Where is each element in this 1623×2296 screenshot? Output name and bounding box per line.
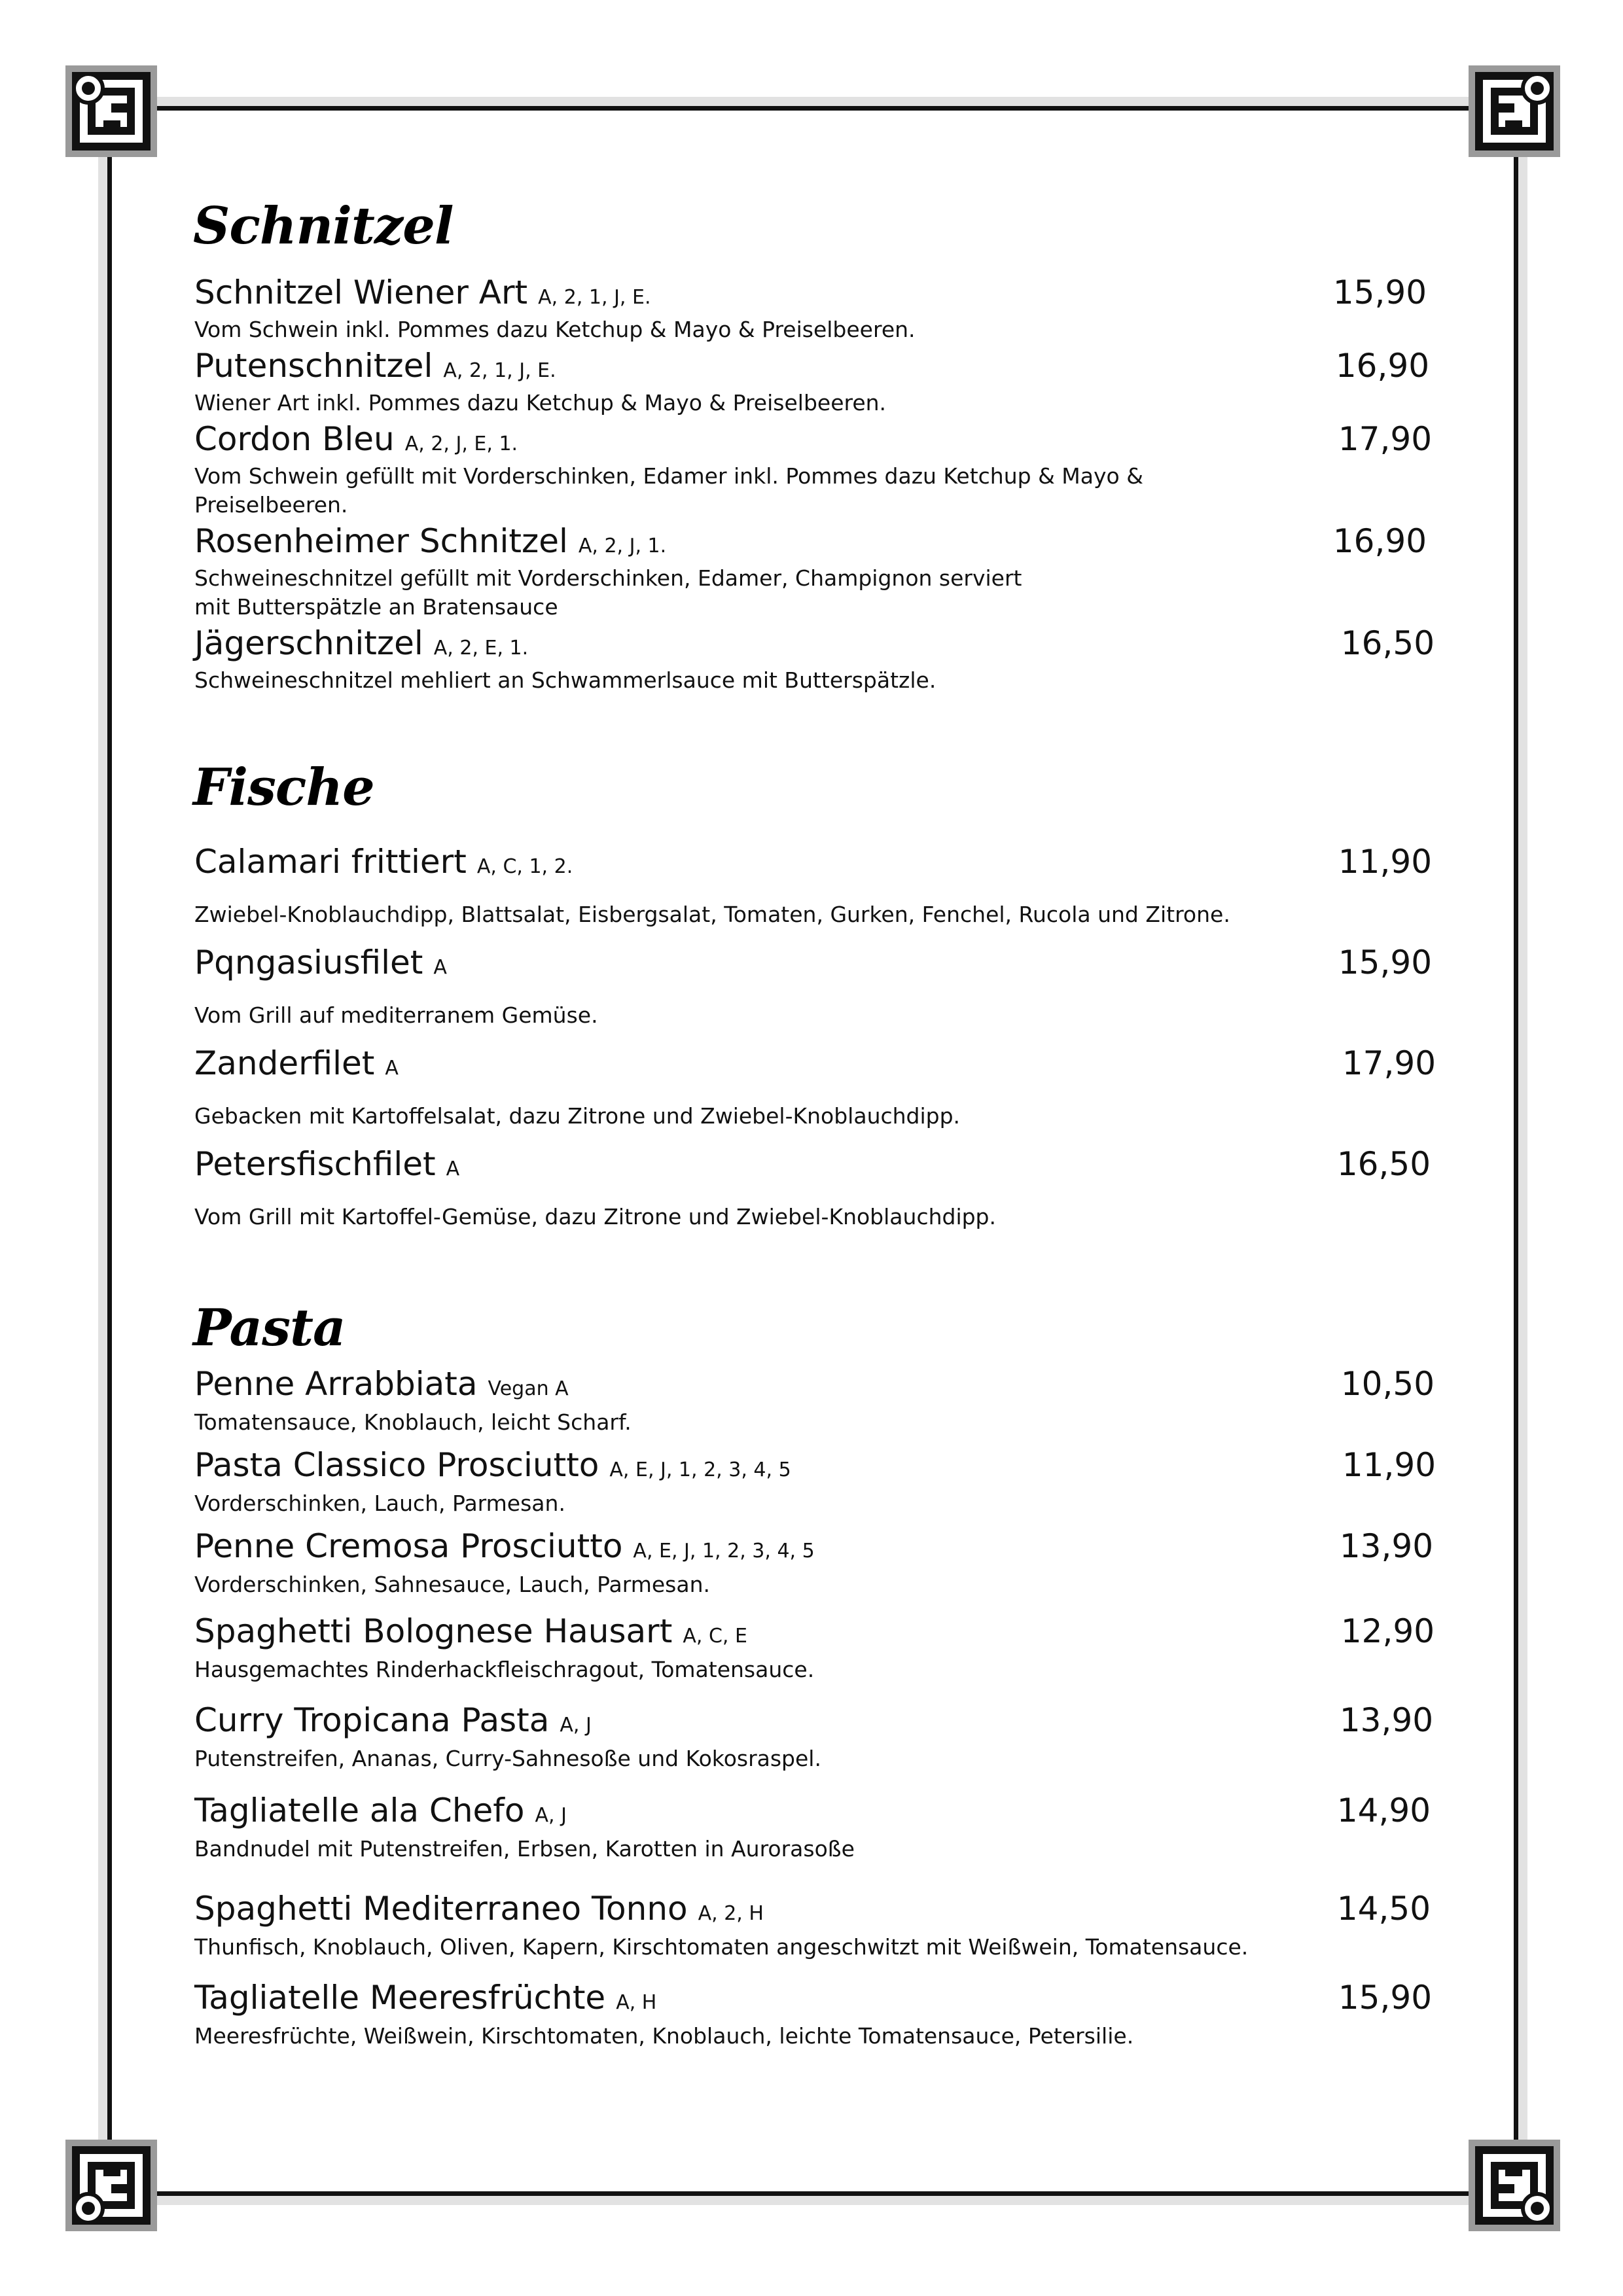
menu-item-name: Penne Arrabbiata Vegan A <box>194 1365 569 1403</box>
allergen-codes: A <box>446 1157 460 1180</box>
menu-item-price: 15,90 <box>1338 944 1432 981</box>
menu-item-description: Vom Grill mit Kartoffel-Gemüse, dazu Zitrone und Zwiebel-Knoblauchdipp. <box>194 1204 996 1229</box>
menu-item-description: Gebacken mit Kartoffelsalat, dazu Zitrone und Zwiebel-Knoblauchdipp. <box>194 1103 961 1129</box>
menu-item-description: Vom Schwein inkl. Pommes dazu Ketchup & Mayo & Preiselbeeren. <box>194 317 916 342</box>
menu-item-description: Schweineschnitzel mehliert an Schwammerlsauce mit Butterspätzle. <box>194 667 936 693</box>
menu-item-name: Tagliatelle Meeresfrüchte A, H <box>194 1979 657 2017</box>
menu-item-description: Bandnudel mit Putenstreifen, Erbsen, Karotten in Aurorasoße <box>194 1836 855 1862</box>
menu-item-price: 15,90 <box>1338 1979 1432 2017</box>
menu-item-price: 13,90 <box>1339 1527 1433 1565</box>
allergen-codes: A, 2, E, 1. <box>433 637 529 660</box>
menu-item-price: 16,90 <box>1335 347 1429 385</box>
menu-item-description: Zwiebel-Knoblauchdipp, Blattsalat, Eisbergsalat, Tomaten, Gurken, Fenchel, Rucola und Zitrone. <box>194 902 1230 927</box>
allergen-codes: A, C, E <box>683 1625 747 1648</box>
menu-item-price: 11,90 <box>1338 843 1432 881</box>
menu-item-name: Petersfischfilet A <box>194 1145 460 1183</box>
allergen-codes: A, H <box>616 1991 657 2014</box>
allergen-codes: A, 2, 1, J, E. <box>443 359 556 382</box>
menu-item-description: Vom Grill auf mediterranem Gemüse. <box>194 1002 598 1028</box>
menu-item-description: Wiener Art inkl. Pommes dazu Ketchup & Mayo & Preiselbeeren. <box>194 390 887 415</box>
allergen-codes: A, E, J, 1, 2, 3, 4, 5 <box>633 1540 815 1563</box>
allergen-codes: A, J <box>535 1804 567 1827</box>
allergen-codes: Vegan A <box>488 1377 569 1400</box>
allergen-codes: A, C, 1, 2. <box>476 855 573 878</box>
menu-item-price: 17,90 <box>1338 420 1432 458</box>
menu-item-description: Putenstreifen, Ananas, Curry-Sahnesoße und Kokosraspel. <box>194 1746 821 1771</box>
menu-item-name: Zanderfilet A <box>194 1044 399 1082</box>
menu-item-name: Tagliatelle ala Chefo A, J <box>194 1792 567 1829</box>
allergen-codes: A, 2, J, 1. <box>578 535 667 557</box>
menu-item-name: Pqngasiusfilet A <box>194 944 447 981</box>
allergen-codes: A <box>433 956 447 979</box>
corner-ornament-icon <box>65 2140 157 2231</box>
corner-ornament-icon <box>1469 2140 1560 2231</box>
allergen-codes: A, 2, H <box>698 1902 764 1925</box>
allergen-codes: A <box>385 1057 399 1080</box>
menu-item-description: Vom Schwein gefüllt mit Vorderschinken, Edamer inkl. Pommes dazu Ketchup & Mayo & Preiselbeeren. <box>194 463 1143 518</box>
menu-item-price: 13,90 <box>1339 1701 1433 1739</box>
menu-item-price: 10,50 <box>1340 1365 1435 1403</box>
menu-item-price: 14,50 <box>1336 1890 1431 1928</box>
menu-item-description: Vorderschinken, Lauch, Parmesan. <box>194 1491 565 1516</box>
menu-item-price: 12,90 <box>1340 1612 1435 1650</box>
menu-item-name: Putenschnitzel A, 2, 1, J, E. <box>194 347 556 385</box>
menu-item-description: Meeresfrüchte, Weißwein, Kirschtomaten, Knoblauch, leichte Tomatensauce, Petersilie. <box>194 2023 1134 2049</box>
menu-item-description: Tomatensauce, Knoblauch, leicht Scharf. <box>194 1409 632 1435</box>
menu-item-description: Schweineschnitzel gefüllt mit Vorderschinken, Edamer, Champignon serviert mit Butterspätzle an Bratensauce <box>194 565 1022 620</box>
allergen-codes: A, 2, J, E, 1. <box>404 433 518 455</box>
menu-item-price: 16,50 <box>1336 1145 1431 1183</box>
menu-item-name: Rosenheimer Schnitzel A, 2, J, 1. <box>194 522 667 560</box>
menu-item-name: Pasta Classico Prosciutto A, E, J, 1, 2, 3, 4, 5 <box>194 1446 791 1484</box>
allergen-codes: A, J <box>560 1714 592 1737</box>
menu-item-price: 14,90 <box>1336 1792 1431 1829</box>
section-title-schnitzel: Schnitzel <box>193 196 454 256</box>
menu-item-name: Cordon Bleu A, 2, J, E, 1. <box>194 420 518 458</box>
allergen-codes: A, 2, 1, J, E. <box>538 286 651 309</box>
menu-item-name: Spaghetti Bolognese Hausart A, C, E <box>194 1612 747 1650</box>
menu-item-price: 11,90 <box>1342 1446 1436 1484</box>
menu-item-description: Vorderschinken, Sahnesauce, Lauch, Parmesan. <box>194 1572 710 1597</box>
allergen-codes: A, E, J, 1, 2, 3, 4, 5 <box>609 1458 791 1481</box>
menu-item-name: Calamari frittiert A, C, 1, 2. <box>194 843 573 881</box>
menu-item-price: 17,90 <box>1342 1044 1436 1082</box>
menu-item-description: Thunfisch, Knoblauch, Oliven, Kapern, Kirschtomaten angeschwitzt mit Weißwein, Tomatensauce. <box>194 1934 1249 1960</box>
corner-ornament-icon <box>65 65 157 157</box>
corner-ornament-icon <box>1469 65 1560 157</box>
menu-item-name: Curry Tropicana Pasta A, J <box>194 1701 592 1739</box>
menu-item-name: Spaghetti Mediterraneo Tonno A, 2, H <box>194 1890 764 1928</box>
menu-item-price: 16,90 <box>1332 522 1427 560</box>
menu-item-price: 16,50 <box>1340 624 1435 662</box>
menu-item-description: Hausgemachtes Rinderhackfleischragout, Tomatensauce. <box>194 1657 815 1682</box>
menu-item-price: 15,90 <box>1332 274 1427 311</box>
section-title-fische: Fische <box>193 758 374 817</box>
menu-item-name: Jägerschnitzel A, 2, E, 1. <box>194 624 529 662</box>
menu-item-name: Schnitzel Wiener Art A, 2, 1, J, E. <box>194 274 651 311</box>
menu-item-name: Penne Cremosa Prosciutto A, E, J, 1, 2, 3, 4, 5 <box>194 1527 815 1565</box>
section-title-pasta: Pasta <box>193 1298 346 1358</box>
